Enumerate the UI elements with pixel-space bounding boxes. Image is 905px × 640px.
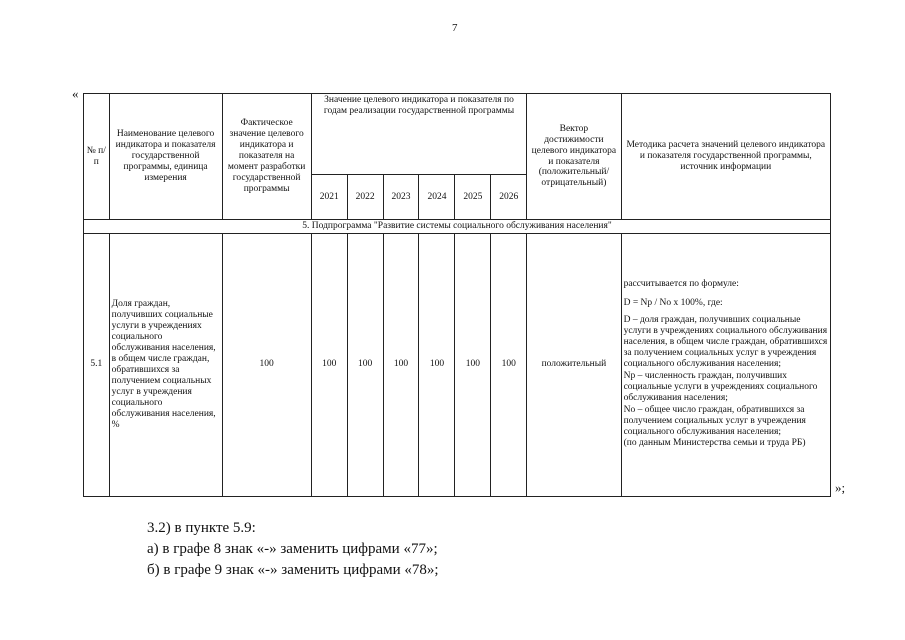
header-vector: Вектор достижимости целевого индикатора и показателя (положительный/ отрицательный): [527, 94, 621, 220]
header-name: Наименование целевого индикатора и показателя государственной программы, единица измерения: [109, 94, 222, 220]
row-value: 100: [455, 233, 491, 496]
header-year: 2021: [311, 175, 347, 220]
header-num: № п/п: [84, 94, 110, 220]
method-line: No – общее число граждан, обратившихся за получением социальных услуг в учреждения социального обслуживания населения;: [623, 404, 806, 437]
method-line: D – доля граждан, получивших социальные услуги в учреждениях социального обслуживания населения, в общем числе граждан, обратившихся за получением социальных услуг в учреждения социального обслуживания населения;: [623, 315, 828, 369]
header-year: 2023: [383, 175, 419, 220]
row-actual: 100: [222, 233, 311, 496]
header-row-top: [84, 94, 831, 175]
page-number: 7: [452, 22, 458, 34]
row-num: 5.1: [84, 233, 110, 496]
instructions: [147, 518, 439, 581]
header-actual: Фактическое значение целевого индикатора и показателя на момент разработки государственной программы: [222, 94, 311, 220]
instruction-line: 3.2) в пункте 5.9:: [147, 520, 256, 536]
row-value: 100: [383, 233, 419, 496]
header-year: 2026: [491, 175, 527, 220]
row-value: 100: [491, 233, 527, 496]
indicators-table: [83, 93, 831, 497]
row-vector: положительный: [527, 233, 621, 496]
method-line: (по данным Министерства семьи и труда РБ): [623, 438, 806, 449]
subprogram-title: 5. Подпрограмма "Развитие системы социального обслуживания населения": [84, 220, 831, 234]
method-line: Np – численность граждан, получивших социальные услуги в учреждениях социального обслуживания населения;: [623, 370, 818, 403]
table-row: [84, 233, 831, 496]
row-value: 100: [347, 233, 383, 496]
row-name: Доля граждан, получивших социальные услуги в учреждениях социального обслуживания населения, в общем числе граждан, обратившихся за получением социальных услуг в учреждения социального обслуживания населения, %: [109, 233, 222, 496]
row-value: 100: [419, 233, 455, 496]
header-method: Методика расчета значений целевого индикатора и показателя государственной программы, источник информации: [621, 94, 830, 220]
header-year: 2024: [419, 175, 455, 220]
closing-quote: »;: [835, 480, 846, 495]
header-values-group: Значение целевого индикатора и показателя по годам реализации государственной программы: [311, 94, 526, 175]
row-value: 100: [311, 233, 347, 496]
instruction-line: а) в графе 8 знак «-» заменить цифрами «77»;: [147, 541, 438, 557]
header-year: 2022: [347, 175, 383, 220]
subprogram-row: [84, 220, 831, 234]
method-intro: рассчитывается по формуле:: [623, 279, 739, 290]
instruction-line: б) в графе 9 знак «-» заменить цифрами «78»;: [147, 562, 439, 578]
opening-quote: «: [72, 86, 79, 101]
row-method: [621, 233, 830, 496]
method-formula: D = Np / No x 100%, где:: [623, 298, 723, 309]
header-year: 2025: [455, 175, 491, 220]
